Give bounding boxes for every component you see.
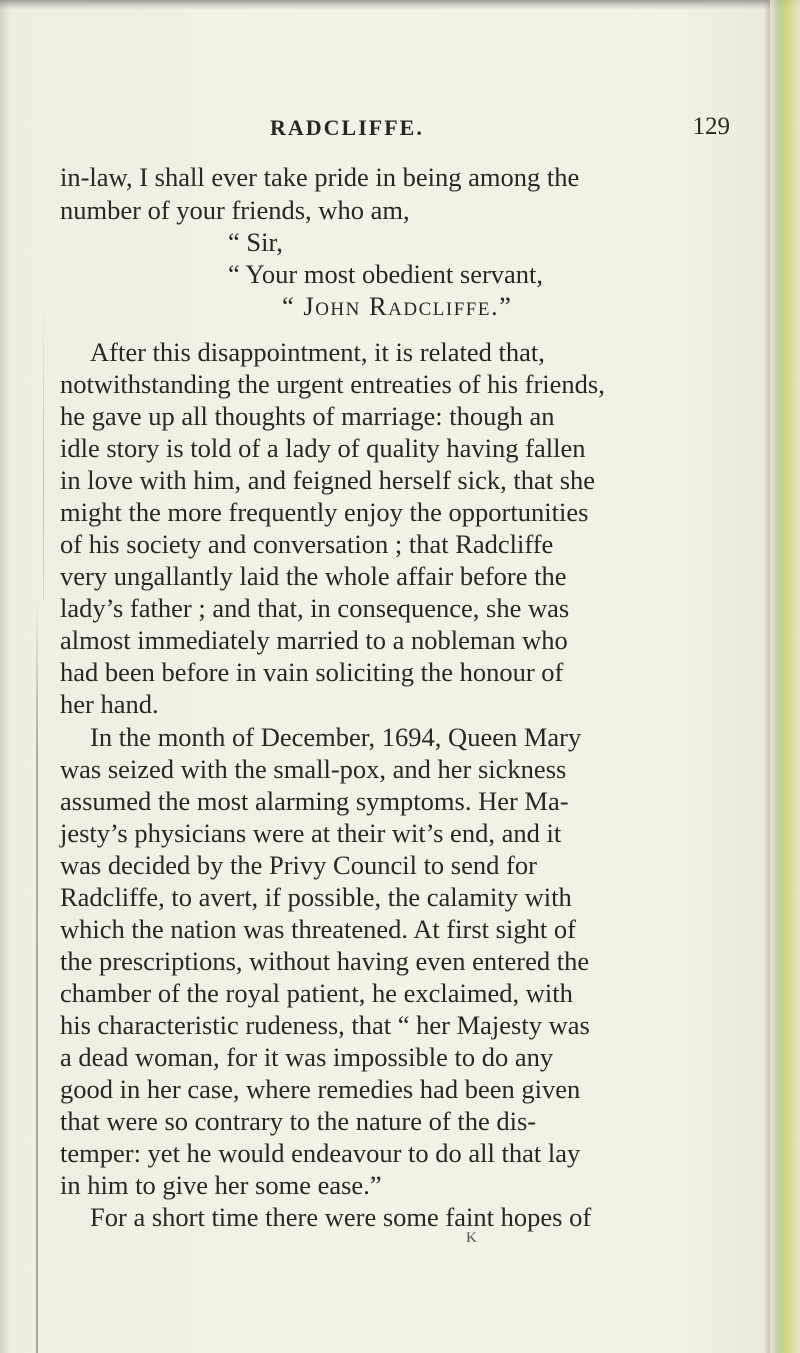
text-line: After this disappointment, it is related that, [90,337,545,367]
text-line: in love with him, and feigned herself sick, that she [60,465,596,495]
signature-mark: K [466,1230,477,1246]
salutation-line: “ Sir, [228,227,283,257]
page-fold-line-upper [43,300,44,600]
text-line: the prescriptions, without having even entered the [60,946,590,976]
text-line: For a short time there were some faint hopes of [90,1202,592,1232]
text-line: number of your friends, who am, [60,195,410,225]
text-line: lady’s father ; and that, in consequence, she was [60,593,570,623]
page-header [100,115,750,147]
text-line: in-law, I shall ever take pride in being among the [60,162,580,192]
text-line: almost immediately married to a nobleman who [60,625,568,655]
text-line: idle story is told of a lady of quality having fallen [60,433,586,463]
text-line: In the month of December, 1694, Queen Mary [90,722,582,752]
text-line: that were so contrary to the nature of the dis- [60,1106,537,1136]
text-line: which the nation was threatened. At first sight of [60,914,576,944]
text-line: a dead woman, for it was impossible to do any [60,1042,554,1072]
page-number: 129 [692,113,730,140]
text-line: her hand. [60,689,159,719]
text-line: in him to give her some ease.” [60,1170,382,1200]
text-line: Radcliffe, to avert, if possible, the calamity with [60,882,572,912]
text-line: might the more frequently enjoy the opportunities [60,497,589,527]
text-line: he gave up all thoughts of marriage: though an [60,401,555,431]
top-edge-shadow [0,0,800,10]
left-edge-shadow [0,0,10,1353]
book-binding-edge [770,0,800,1353]
page-fold-line [36,600,38,1353]
text-line: his characteristic rudeness, that “ her Majesty was [60,1010,590,1040]
running-head: RADCLIFFE. [270,115,424,140]
text-line: temper: yet he would endeavour to do all that lay [60,1138,581,1168]
text-line: was decided by the Privy Council to send for [60,850,537,880]
text-line: notwithstanding the urgent entreaties of his friends, [60,369,605,399]
text-line: of his society and conversation ; that Radcliffe [60,529,554,559]
text-line: good in her case, where remedies had been given [60,1074,581,1104]
text-line: assumed the most alarming symptoms. Her Ma- [60,786,569,816]
text-line: was seized with the small-pox, and her sickness [60,754,567,784]
text-line: had been before in vain soliciting the honour of [60,657,564,687]
signature-line: “ John Radcliffe.” [282,291,513,321]
text-line: very ungallantly laid the whole affair before the [60,561,567,591]
text-line: chamber of the royal patient, he exclaimed, with [60,978,573,1008]
closing-line: “ Your most obedient servant, [228,259,544,289]
text-line: jesty’s physicians were at their wit’s end, and it [60,818,562,848]
